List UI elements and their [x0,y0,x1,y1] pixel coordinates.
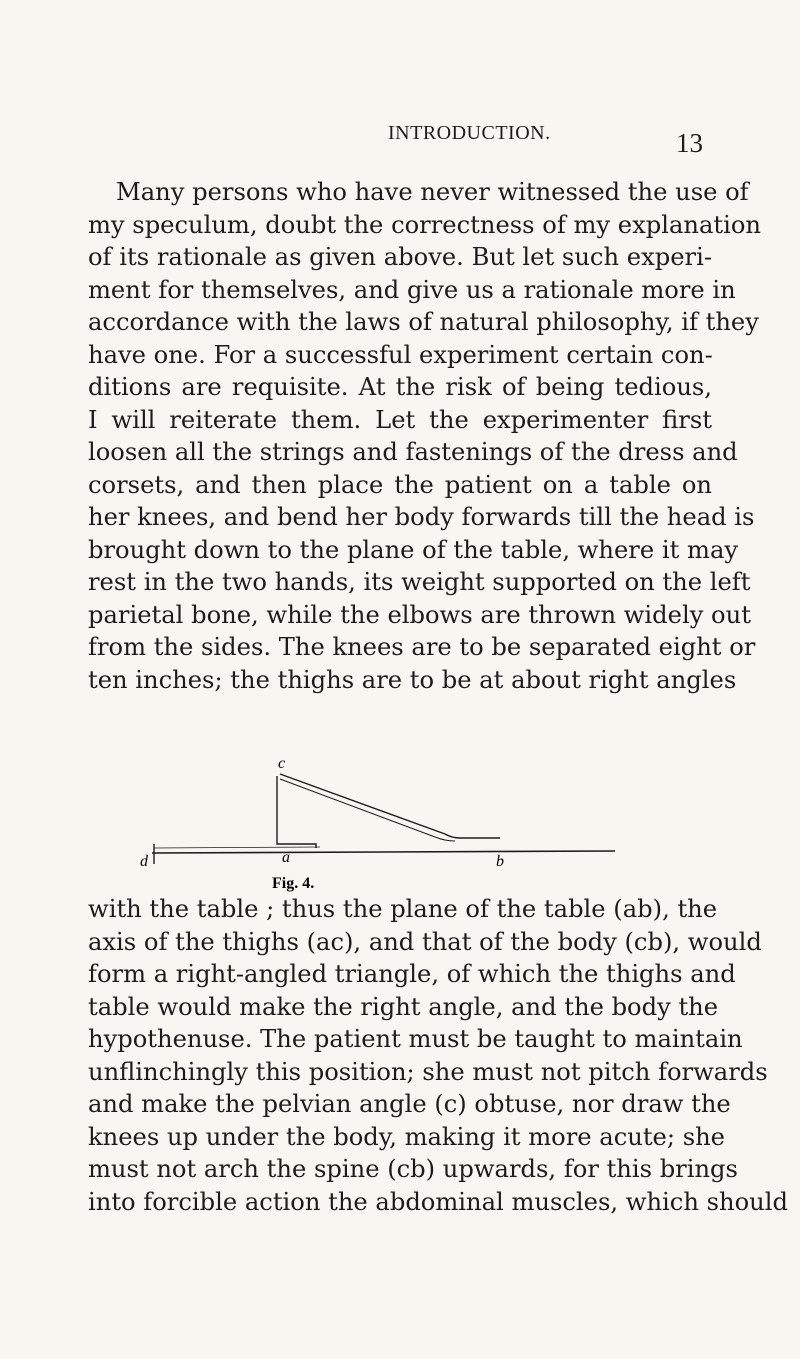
text-line: must not arch the spine (cb) upwards, for this brings [88,1155,738,1183]
text-line: parietal bone, while the elbows are thrown widely out [88,600,751,629]
label-d: d [140,853,148,870]
text-line: have one. For a successful experiment certain con- [88,340,713,369]
text-line: form a right-angled triangle, of which the thighs and [88,960,736,988]
figure-caption: Fig. 4. [272,875,315,892]
text-line: accordance with the laws of natural philosophy, if they [88,308,759,336]
text-line: axis of the thighs (ac), and that of the body (cb), would [88,927,762,956]
text-line: her knees, and bend her body forwards till the head is [88,503,755,531]
table-plane-line [152,851,615,853]
text-line: knees up under the body, making it more acute; she [88,1122,725,1151]
page-header [0,118,800,158]
text-line: from the sides. The knees are to be separated eight or [88,633,756,661]
label-a: a [282,849,290,866]
running-head: INTRODUCTION. [388,122,551,144]
text-line: with the table ; thus the plane of the table (ab), the [88,895,718,923]
page-number: 13 [676,128,703,158]
text-line: Many persons who have never witnessed the use of [116,178,749,206]
body-hypothenuse-line [280,774,500,838]
text-line: ment for themselves, and give us a rationale more in [88,275,736,304]
text-line: table would make the right angle, and the body the [88,992,719,1021]
table-edge-line [154,847,320,848]
text-line: I will reiterate them. Let the experimenter first [88,405,712,434]
text-line: rest in the two hands, its weight supported on the left [88,568,751,596]
text-line: of its rationale as given above. But let such experi- [88,243,712,271]
label-c: c [278,755,286,772]
text-line: loosen all the strings and fastenings of the dress and [88,438,738,466]
paragraph-1 [88,176,761,696]
thigh-axis-line [276,778,316,848]
thigh-axis-path [277,776,316,848]
text-line: brought down to the plane of the table, where it may [88,535,739,564]
text-line: corsets, and then place the patient on a table on [88,470,712,499]
text-line: and make the pelvian angle (c) obtuse, nor draw the [88,1090,731,1118]
text-line: into forcible action the abdominal muscles, which should [88,1187,788,1216]
label-b: b [496,853,504,870]
figure-4-diagram [140,752,620,892]
figure-4 [140,752,620,892]
text-line: ditions are requisite. At the risk of being tedious, [88,373,712,401]
text-line: hypothenuse. The patient must be taught to maintain [88,1025,743,1053]
text-line: ten inches; the thighs are to be at about right angles [88,665,737,694]
text-line: my speculum, doubt the correctness of my explanation [88,210,761,239]
text-line: unflinchingly this position; she must not pitch forwards [88,1057,768,1086]
paragraph-2 [88,893,788,1218]
body-hypothenuse-line-2 [280,779,455,841]
